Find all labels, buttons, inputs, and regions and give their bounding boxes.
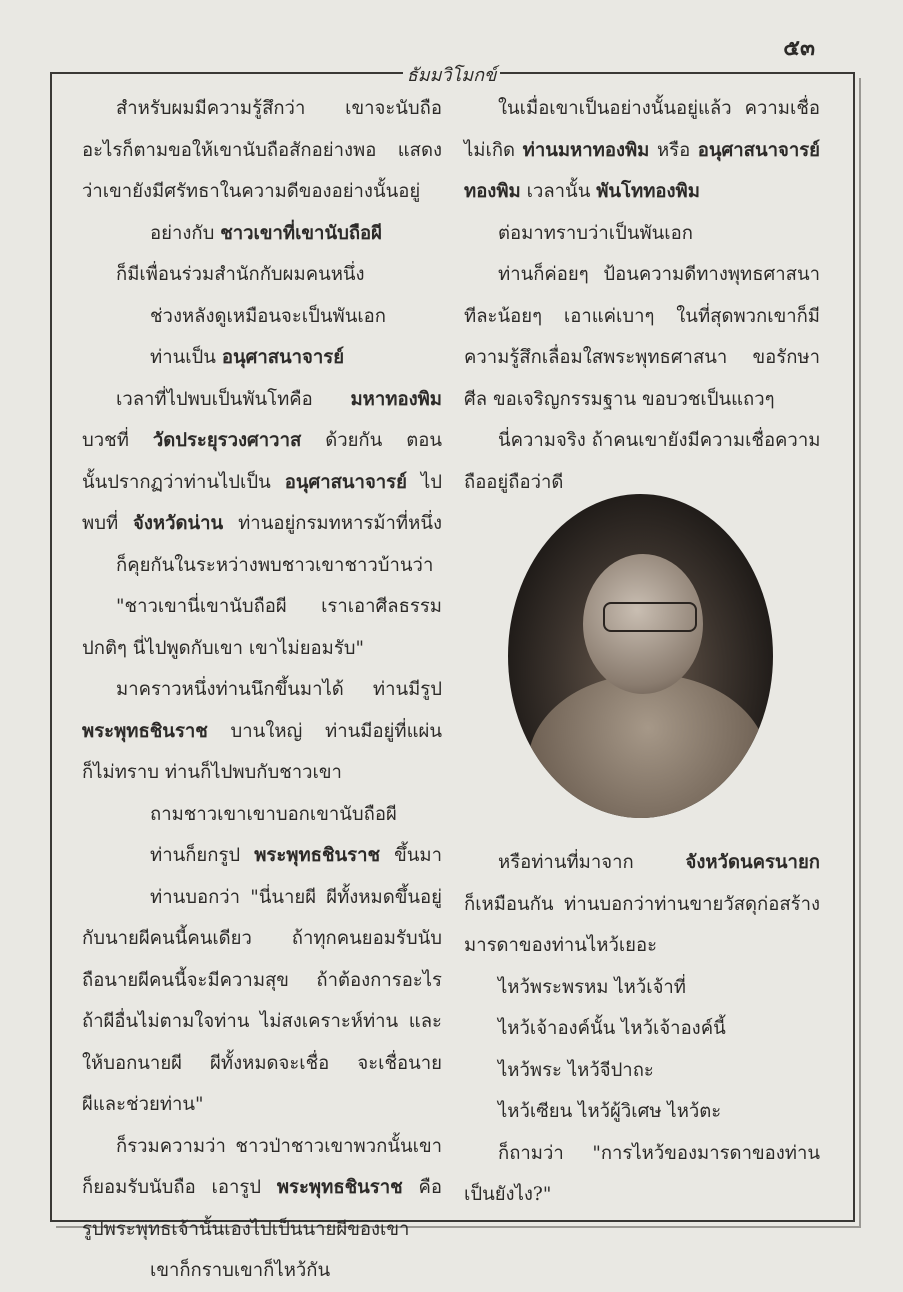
bold-term: อนุศาสนาจารย์ <box>284 471 407 493</box>
text-line <box>82 794 442 836</box>
text-segment: ปกติๆ นี่ไปพูดกับเขา เขาไม่ยอมรับ" <box>82 637 365 659</box>
text-line <box>82 88 442 130</box>
text-line <box>82 1126 442 1168</box>
text-segment: มารดาของท่านไหว้เยอะ <box>464 935 658 956</box>
text-line <box>82 1001 442 1043</box>
text-segment: ก็ถามว่า "การไหว้ของมารดาของท่าน <box>498 1142 820 1164</box>
text-segment: ไหว้เจ้าองค์นั้น ไหว้เจ้าองค์นี้ <box>498 1018 726 1039</box>
text-line <box>82 835 442 877</box>
text-line <box>82 1043 442 1085</box>
left-column <box>82 88 442 1292</box>
text-line <box>464 337 820 379</box>
text-segment: มาคราวหนึ่งท่านนึกขึ้นมาได้ ท่านมีรูป <box>116 679 442 700</box>
bold-term: พันโททองพิม <box>596 181 700 202</box>
text-segment: ไหว้พระ ไหว้จีปาถะ <box>498 1059 654 1081</box>
text-line <box>464 213 820 255</box>
text-line <box>464 842 820 884</box>
text-segment: ท่านก็ค่อยๆ ป้อนความดีทางพุทธศาสนา <box>498 264 820 285</box>
bold-term: อนุศาสนาจารย์ <box>697 139 820 161</box>
right-column-upper <box>464 88 820 503</box>
text-line <box>464 1050 820 1092</box>
text-segment: ขึ้นมา <box>380 845 442 866</box>
text-segment: ไหว้เซียน ไหว้ผู้วิเศษ ไหว้ตะ <box>498 1101 722 1122</box>
monk-photo <box>508 494 773 818</box>
text-segment: ก็ไม่ทราบ ท่านก็ไปพบกับชาวเขา <box>82 762 342 783</box>
text-segment: ช่วงหลังดูเหมือนจะเป็นพันเอก <box>150 305 386 327</box>
photo-glasses <box>603 602 697 632</box>
bold-term: พระพุทธชินราช <box>82 720 208 742</box>
bold-term: อนุศาสนาจารย์ <box>221 347 345 368</box>
text-segment: เวลานั้น <box>520 181 597 202</box>
text-segment: ท่านเป็น <box>150 347 222 368</box>
text-segment: ก็คุยกันในระหว่างพบชาวเขาชาวบ้านว่า <box>116 554 434 576</box>
text-segment: ท่านบอกว่า "นี่นายผี ผีทั้งหมดขึ้นอยู่ <box>150 886 442 908</box>
text-segment: ถามชาวเขาเขาบอกเขานับถือผี <box>150 803 397 825</box>
text-segment: ไม่เกิด <box>464 139 523 161</box>
text-segment: อย่างกับ <box>150 222 221 244</box>
text-segment: เวลาที่ไปพบเป็นพันโทคือ <box>116 388 351 410</box>
text-segment: กับนายผีคนนี้คนเดียว ถ้าทุกคนยอมรับนับ <box>82 928 442 949</box>
text-segment: ท่านอยู่กรมทหารม้าที่หนึ่ง <box>223 513 442 534</box>
text-line <box>82 1084 442 1126</box>
text-segment: หรือท่านที่มาจาก <box>498 852 686 873</box>
text-line <box>464 1133 820 1175</box>
text-line <box>82 711 442 753</box>
bold-term: ทองพิม <box>464 181 521 202</box>
text-segment: ให้บอกนายผี ผีทั้งหมดจะเชื่อ จะเชื่อนาย <box>82 1052 442 1074</box>
text-line <box>464 254 820 296</box>
bold-term: จังหวัดน่าน <box>133 513 224 534</box>
text-segment: ก็รวมความว่า ชาวป่าชาวเขาพวกนั้นเขา <box>116 1135 442 1157</box>
text-line <box>82 254 442 296</box>
photo-robe <box>528 674 768 818</box>
header-title <box>0 60 903 89</box>
text-line <box>82 752 442 794</box>
text-segment: ถือนายผีคนนี้จะมีความสุข ถ้าต้องการอะไร <box>82 969 442 991</box>
text-line <box>82 130 442 172</box>
bold-term: พระพุทธชินราช <box>276 1177 403 1198</box>
text-segment: ถืออยู่ถือว่าดี <box>464 471 564 493</box>
bold-term: มหาทองพิม <box>350 388 442 410</box>
text-segment: บานใหญ่ ท่านมีอยู่ที่แผ่น <box>207 720 442 742</box>
text-line <box>464 420 820 462</box>
bold-term: จังหวัดนครนายก <box>685 852 820 873</box>
text-segment: ก็เหมือนกัน ท่านบอกว่าท่านขายวัสดุก่อสร้าง <box>464 893 820 915</box>
text-line <box>82 545 442 587</box>
text-segment: ถ้าผีอื่นไม่ตามใจท่าน ไม่สงเคราะห์ท่าน และ <box>82 1011 442 1032</box>
text-line <box>82 877 442 919</box>
header-title-text: ธัมมวิโมกข์ <box>403 65 501 86</box>
text-line <box>464 1091 820 1133</box>
text-line <box>82 171 442 213</box>
text-segment: ผีและช่วยท่าน" <box>82 1094 204 1115</box>
text-line <box>464 379 820 421</box>
text-segment: นี่ความจริง ถ้าคนเขายังมีความเชื่อความ <box>498 430 821 451</box>
text-line <box>82 462 442 504</box>
text-segment: ท่านก็ยกรูป <box>150 845 255 866</box>
text-line <box>464 884 820 926</box>
text-segment: ต่อมาทราบว่าเป็นพันเอก <box>498 222 693 244</box>
bold-term: พระพุทธชินราช <box>254 845 381 866</box>
text-line <box>82 503 442 545</box>
text-line <box>464 925 820 967</box>
text-segment: เป็นยังไง?" <box>464 1184 552 1205</box>
text-segment: ทีละน้อยๆ เอาแค่เบาๆ ในที่สุดพวกเขาก็มี <box>464 305 820 327</box>
text-line <box>82 669 442 711</box>
bold-term: ท่านมหาทองพิม <box>522 139 650 161</box>
text-line <box>464 1008 820 1050</box>
text-segment: บวชที่ <box>82 430 153 451</box>
text-line <box>82 296 442 338</box>
text-segment: ไป <box>406 471 442 493</box>
text-line <box>464 130 820 172</box>
page-number: ๕๓ <box>783 35 815 61</box>
text-line <box>82 1209 442 1251</box>
text-segment: พบที่ <box>82 513 134 534</box>
text-line <box>82 420 442 462</box>
text-segment: รูปพระพุทธเจ้านั้นเองไปเป็นนายผีของเขา <box>82 1218 410 1240</box>
text-line <box>464 296 820 338</box>
text-line <box>82 337 442 379</box>
text-segment: ความรู้สึกเลื่อมใสพระพุทธศาสนา ขอรักษา <box>464 347 820 368</box>
text-line <box>82 586 442 628</box>
text-segment: ว่าเขายังมีศรัทธาในความดีของอย่างนั้นอยู่ <box>82 181 421 202</box>
text-line <box>82 1167 442 1209</box>
text-segment: คือ <box>402 1177 442 1198</box>
text-line <box>82 379 442 421</box>
text-line <box>82 213 442 255</box>
text-segment: นั้นปรากฏว่าท่านไปเป็น <box>82 471 285 493</box>
text-line <box>82 1250 442 1292</box>
text-line <box>464 967 820 1009</box>
bold-term: วัดประยุรวงศาวาส <box>152 430 302 451</box>
text-segment: ก็ยอมรับนับถือ เอารูป <box>82 1177 277 1198</box>
right-column-lower <box>464 842 820 1216</box>
text-segment: อะไรก็ตามขอให้เขานับถือสักอย่างพอ แสดง <box>82 139 442 161</box>
text-line <box>464 88 820 130</box>
text-segment: หรือ <box>649 139 698 161</box>
text-segment: เขาก็กราบเขาก็ไหว้กัน <box>150 1260 331 1281</box>
text-line <box>82 628 442 670</box>
text-segment: ศีล ขอเจริญกรรมฐาน ขอบวชเป็นแถวๆ <box>464 388 775 410</box>
text-segment: ก็มีเพื่อนร่วมสำนักกับผมคนหนึ่ง <box>116 264 365 285</box>
text-line <box>464 171 820 213</box>
text-segment: ด้วยกัน ตอน <box>301 430 442 451</box>
text-segment: ในเมื่อเขาเป็นอย่างนั้นอยู่แล้ว ความเชื่อ <box>498 98 820 119</box>
text-line <box>82 918 442 960</box>
text-segment: ไหว้พระพรหม ไหว้เจ้าที่ <box>498 976 686 998</box>
text-segment: "ชาวเขานี่เขานับถือผี เราเอาศีลธรรม <box>116 596 442 617</box>
text-segment: สำหรับผมมีความรู้สึกว่า เขาจะนับถือ <box>116 98 442 119</box>
text-line <box>464 1174 820 1216</box>
bold-term: ชาวเขาที่เขานับถือผี <box>220 222 382 244</box>
text-line <box>82 960 442 1002</box>
